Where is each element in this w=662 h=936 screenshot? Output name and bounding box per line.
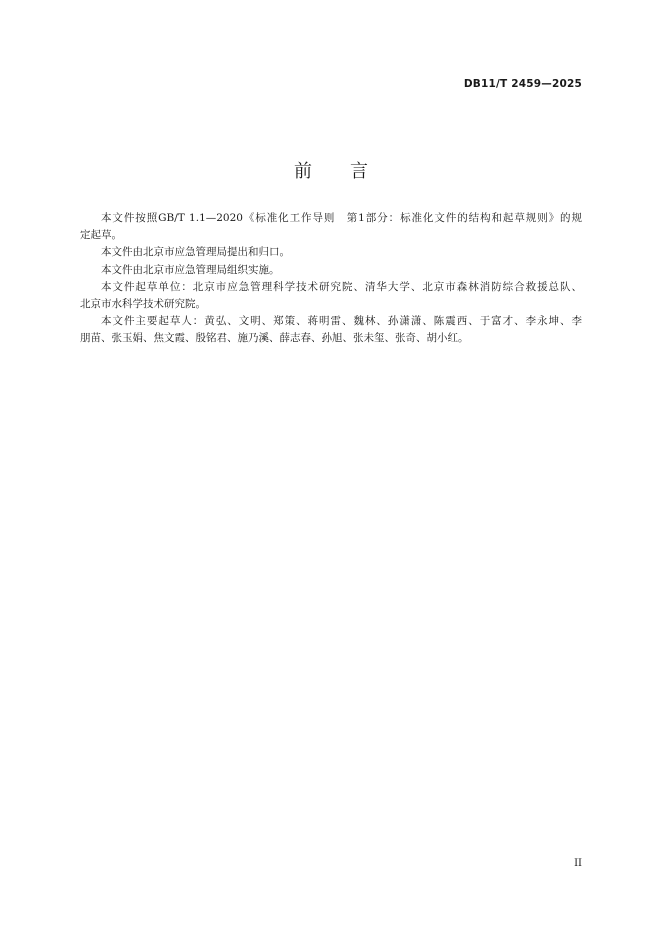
document-code: DB11/T 2459—2025 (463, 78, 582, 90)
paragraph-line: 北京市水科学技术研究院。 (80, 298, 206, 311)
page-number: II (574, 858, 582, 869)
paragraph-line: 本文件起草单位：北京市应急管理科学技术研究院、清华大学、北京市森林消防综合救援总队、 (101, 280, 582, 293)
paragraph-line: 本文件由北京市应急管理局组织实施。 (101, 263, 280, 276)
paragraph-line: 朋苗、张玉娟、焦文霞、殷铭君、施乃溪、薛志春、孙旭、张未玺、张奇、胡小红。 (80, 332, 469, 345)
paragraph-line: 本文件由北京市应急管理局提出和归口。 (101, 246, 290, 259)
paragraph-drafting-rules (80, 210, 582, 244)
paragraph-line: 定起草。 (80, 229, 122, 242)
paragraph-implementer (80, 262, 582, 279)
paragraph-main-drafters (80, 313, 582, 347)
paragraph-proposer (80, 244, 582, 261)
paragraph-line: 本文件主要起草人：黄弘、文明、郑策、蒋明雷、魏林、孙潇潇、陈震西、于富才、李永坤、李 (101, 315, 582, 328)
page-title: 前言 (294, 161, 406, 182)
paragraph-drafting-units (80, 279, 582, 313)
foreword-body (80, 210, 582, 348)
paragraph-line: 本文件按照GB/T 1.1—2020《标准化工作导则 第1部分：标准化文件的结构和起草规则》的规 (101, 212, 582, 224)
